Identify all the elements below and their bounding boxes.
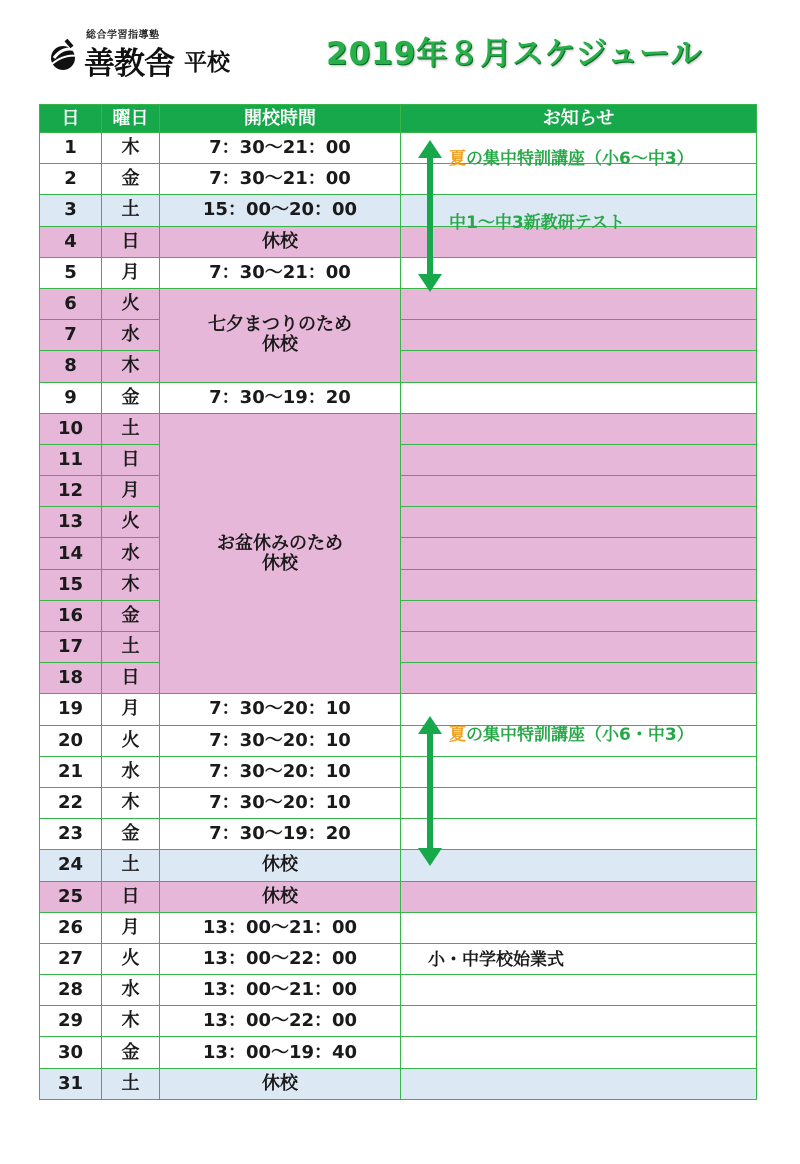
weekday-cell: 水 — [102, 538, 160, 569]
closure-label: 休校 — [262, 334, 298, 356]
tanabata-closure-cell — [160, 288, 401, 382]
notice-cell — [401, 320, 757, 351]
table-row — [40, 756, 757, 787]
page-title: 2019年８月スケジュール — [326, 36, 703, 72]
weekday-cell: 金 — [102, 819, 160, 850]
day-cell: 29 — [40, 1006, 102, 1037]
table-row — [40, 787, 757, 818]
day-cell: 20 — [40, 725, 102, 756]
period-arrow-icon — [418, 716, 442, 866]
weekday-cell: 土 — [102, 632, 160, 663]
logo-name: 善教舎 — [84, 46, 174, 82]
table-row — [40, 226, 757, 257]
notice-cell — [401, 600, 757, 631]
notice-cell — [401, 569, 757, 600]
closure-reason: 七夕まつりのため — [208, 314, 352, 336]
hours-cell: 15：00〜20：00 — [160, 195, 401, 226]
weekday-cell: 水 — [102, 756, 160, 787]
period-arrow-icon — [418, 140, 442, 292]
weekday-cell: 木 — [102, 1006, 160, 1037]
weekday-cell: 水 — [102, 975, 160, 1006]
notice-cell — [401, 413, 757, 444]
weekday-cell: 火 — [102, 507, 160, 538]
hours-cell: 7：30〜20：10 — [160, 756, 401, 787]
table-row — [40, 1068, 757, 1099]
notice-cell — [401, 476, 757, 507]
notice-cell — [401, 850, 757, 881]
notice-cell — [401, 507, 757, 538]
hours-cell: 7：30〜20：10 — [160, 725, 401, 756]
weekday-cell: 月 — [102, 912, 160, 943]
notice-cell — [401, 881, 757, 912]
notice-cell — [401, 288, 757, 319]
weekday-cell: 木 — [102, 787, 160, 818]
table-row — [40, 195, 757, 226]
table-row — [40, 881, 757, 912]
day-cell: 6 — [40, 288, 102, 319]
table-row — [40, 819, 757, 850]
day-cell: 23 — [40, 819, 102, 850]
weekday-cell: 土 — [102, 850, 160, 881]
weekday-cell: 土 — [102, 1068, 160, 1099]
day-cell: 15 — [40, 569, 102, 600]
closure-label: 休校 — [262, 552, 298, 574]
logo-subtitle: 総合学習指導塾 — [86, 30, 160, 41]
schedule-table — [39, 104, 757, 1100]
notice-cell — [401, 257, 757, 288]
day-cell: 26 — [40, 912, 102, 943]
notice-summer-course-2 — [449, 720, 694, 745]
hours-cell: 7：30〜19：20 — [160, 382, 401, 413]
weekday-cell: 水 — [102, 320, 160, 351]
notice-kanji: 夏 — [449, 149, 466, 169]
obon-closure-cell — [160, 413, 401, 694]
weekday-cell: 金 — [102, 600, 160, 631]
hours-cell: 7：30〜21：00 — [160, 133, 401, 164]
day-cell: 30 — [40, 1037, 102, 1068]
notice-test: 中1〜中3新教研テスト — [449, 213, 625, 233]
notice-cell — [401, 351, 757, 382]
notice-cell — [401, 1068, 757, 1099]
notice-cell — [401, 756, 757, 787]
header-hours: 開校時間 — [160, 105, 401, 133]
notice-cell — [401, 444, 757, 475]
weekday-cell: 日 — [102, 663, 160, 694]
weekday-cell: 日 — [102, 226, 160, 257]
day-cell: 7 — [40, 320, 102, 351]
day-cell: 18 — [40, 663, 102, 694]
weekday-cell: 火 — [102, 943, 160, 974]
notice-kanji: 夏 — [449, 725, 466, 745]
notice-cell — [401, 912, 757, 943]
table-row — [40, 257, 757, 288]
notice-school-start: 小・中学校始業式 — [428, 950, 564, 970]
hours-cell: 13：00〜21：00 — [160, 912, 401, 943]
logo-mark-icon — [46, 38, 80, 72]
day-cell: 22 — [40, 787, 102, 818]
day-cell: 5 — [40, 257, 102, 288]
closure-reason: お盆休みのため — [217, 532, 343, 554]
hours-cell: 7：30〜19：20 — [160, 819, 401, 850]
day-cell: 21 — [40, 756, 102, 787]
day-cell: 19 — [40, 694, 102, 725]
table-row — [40, 943, 757, 974]
page-header — [0, 0, 800, 100]
weekday-cell: 木 — [102, 569, 160, 600]
hours-cell: 13：00〜21：00 — [160, 975, 401, 1006]
table-row — [40, 912, 757, 943]
notice-cell — [401, 787, 757, 818]
weekday-cell: 土 — [102, 413, 160, 444]
table-row — [40, 1006, 757, 1037]
day-cell: 17 — [40, 632, 102, 663]
weekday-cell: 火 — [102, 725, 160, 756]
table-row — [40, 850, 757, 881]
day-cell: 25 — [40, 881, 102, 912]
hours-cell: 7：30〜21：00 — [160, 164, 401, 195]
day-cell: 3 — [40, 195, 102, 226]
day-cell: 9 — [40, 382, 102, 413]
logo-branch: 平校 — [184, 50, 230, 76]
notice-cell — [401, 382, 757, 413]
weekday-cell: 火 — [102, 288, 160, 319]
weekday-cell: 月 — [102, 476, 160, 507]
day-cell: 12 — [40, 476, 102, 507]
hours-cell: 13：00〜19：40 — [160, 1037, 401, 1068]
day-cell: 8 — [40, 351, 102, 382]
weekday-cell: 金 — [102, 1037, 160, 1068]
hours-cell: 13：00〜22：00 — [160, 1006, 401, 1037]
day-cell: 13 — [40, 507, 102, 538]
notice-cell — [401, 1037, 757, 1068]
notice-cell — [401, 819, 757, 850]
header-weekday: 曜日 — [102, 105, 160, 133]
day-cell: 11 — [40, 444, 102, 475]
day-cell: 10 — [40, 413, 102, 444]
notice-text: の集中特訓講座（小6・中3） — [466, 725, 694, 745]
table-row — [40, 382, 757, 413]
weekday-cell: 金 — [102, 382, 160, 413]
weekday-cell: 木 — [102, 351, 160, 382]
notice-cell — [401, 1006, 757, 1037]
day-cell: 2 — [40, 164, 102, 195]
notice-cell — [401, 975, 757, 1006]
hours-cell: 7：30〜20：10 — [160, 694, 401, 725]
weekday-cell: 月 — [102, 694, 160, 725]
table-row — [40, 1037, 757, 1068]
day-cell: 28 — [40, 975, 102, 1006]
weekday-cell: 日 — [102, 881, 160, 912]
weekday-cell: 土 — [102, 195, 160, 226]
table-row — [40, 288, 757, 319]
day-cell: 1 — [40, 133, 102, 164]
table-row — [40, 975, 757, 1006]
table-row — [40, 413, 757, 444]
notice-cell — [401, 538, 757, 569]
day-cell: 14 — [40, 538, 102, 569]
notice-summer-course-1 — [449, 144, 694, 169]
day-cell: 4 — [40, 226, 102, 257]
header-notice: お知らせ — [401, 105, 757, 133]
school-logo — [46, 26, 266, 82]
table-body — [40, 133, 757, 1100]
hours-cell: 7：30〜20：10 — [160, 787, 401, 818]
day-cell: 24 — [40, 850, 102, 881]
hours-cell: 休校 — [160, 226, 401, 257]
notice-cell — [401, 632, 757, 663]
day-cell: 27 — [40, 943, 102, 974]
hours-cell: 休校 — [160, 881, 401, 912]
day-cell: 16 — [40, 600, 102, 631]
weekday-cell: 日 — [102, 444, 160, 475]
header-day: 日 — [40, 105, 102, 133]
hours-cell: 休校 — [160, 1068, 401, 1099]
notice-text: の集中特訓講座（小6〜中3） — [466, 149, 694, 169]
table-header-row — [40, 105, 757, 133]
day-cell: 31 — [40, 1068, 102, 1099]
hours-cell: 7：30〜21：00 — [160, 257, 401, 288]
weekday-cell: 月 — [102, 257, 160, 288]
weekday-cell: 木 — [102, 133, 160, 164]
notice-cell — [401, 663, 757, 694]
weekday-cell: 金 — [102, 164, 160, 195]
hours-cell: 13：00〜22：00 — [160, 943, 401, 974]
hours-cell: 休校 — [160, 850, 401, 881]
